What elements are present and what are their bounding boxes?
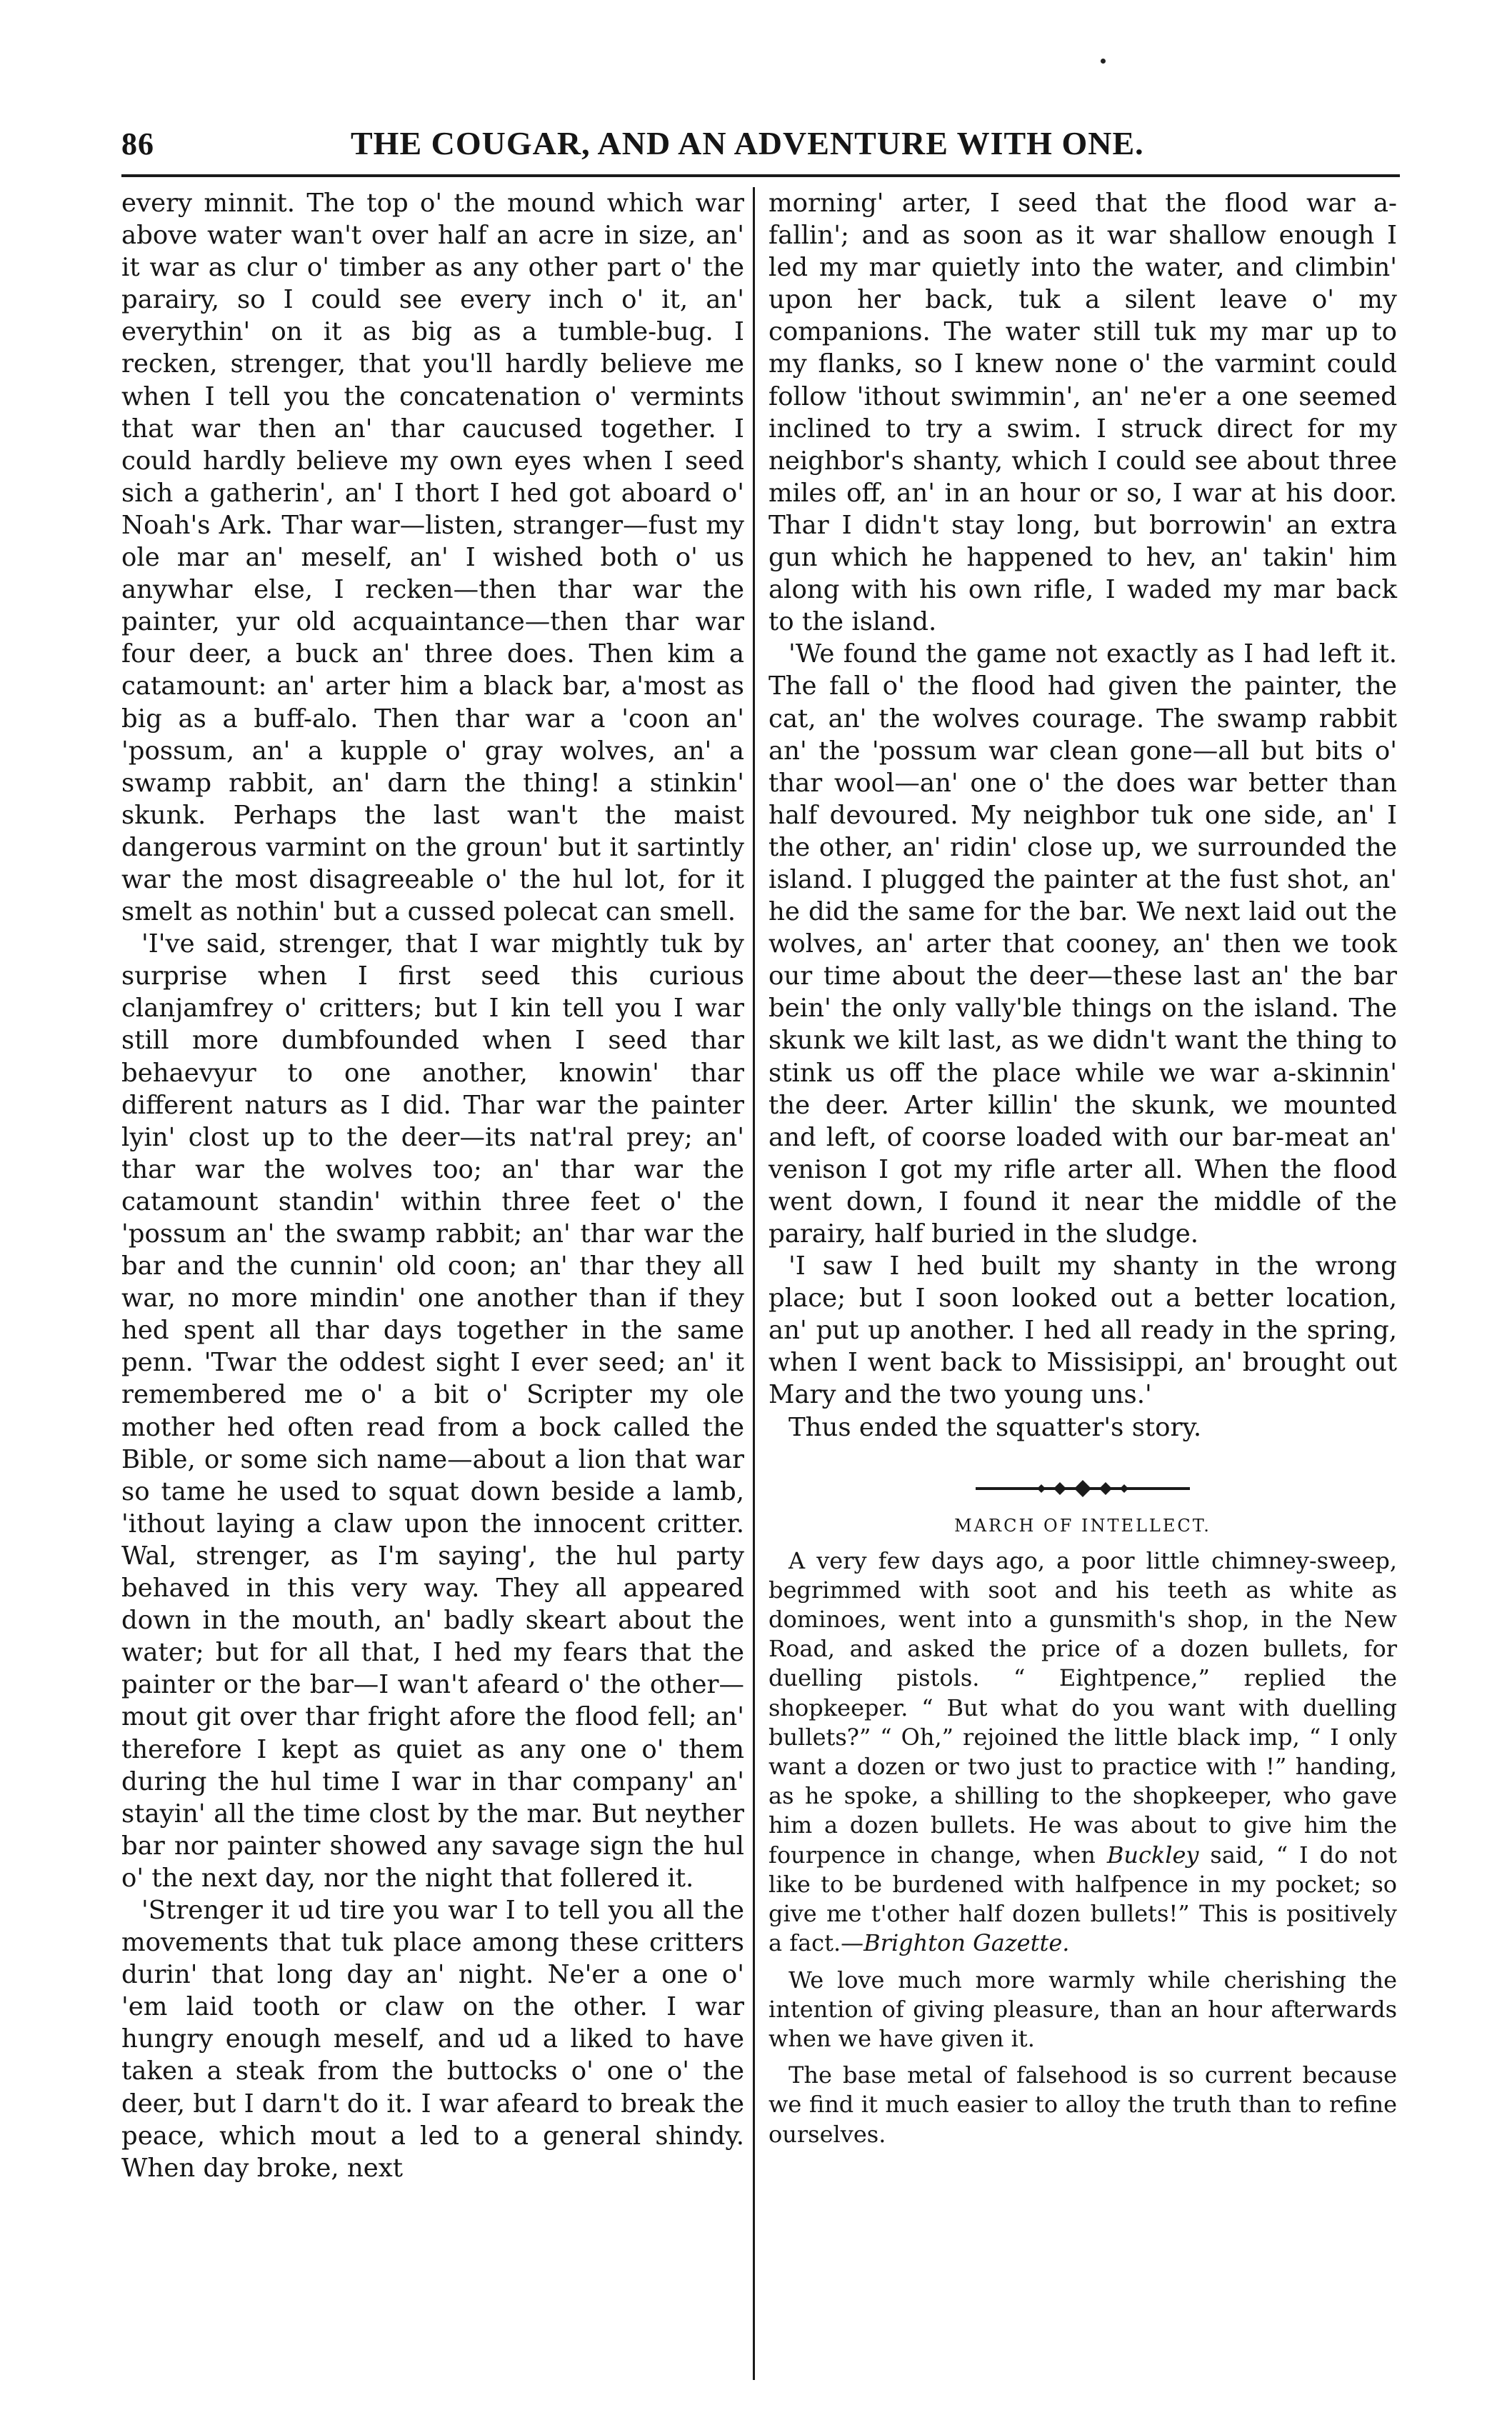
running-title: THE COUGAR, AND AN ADVENTURE WITH ONE.: [351, 125, 1144, 161]
article-source: Brighton Gazette.: [863, 1929, 1070, 1957]
story-paragraph: morning' arter, I seed that the flood war a-fallin'; and as soon as it war shallow enough I led my mar quietly into the water, and climbin' upon her back, tuk a silent leave o' my companions. The water still tuk my mar up to my flanks, so I knew none o' the varmint could follow 'ithout swimmin', an' ne'er a one seemed inclined to try a swim. I struck direct for my neighbor's shanty, which I could see about three miles off, an' in an hour or so, I war at his door. Thar I didn't stay long, but borrowin' an extra gun which he happened to hev, an' takin' him along with his own rifle, I waded my mar back to the island.: [768, 189, 1397, 637]
left-column: [121, 187, 744, 2184]
article-name: Buckley: [1106, 1841, 1199, 1869]
story-paragraph: 'Strenger it ud tire you war I to tell you all the movements that tuk place among these critters durin' that long day an' night. Ne'er a one o' 'em laid tooth or claw on the other. I war hungry enough meself, and ud a liked to have taken a steak from the buttocks o' one o' the deer, but I darn't do it. I war afeard to break the peace, which mout a led to a general shindy. When day broke, next: [121, 1895, 744, 2183]
right-column: [768, 187, 1397, 2149]
column-divider: [753, 187, 755, 2380]
article-paragraph: [768, 1546, 1397, 1959]
print-speck: [1101, 59, 1106, 64]
maxim-paragraph: The base metal of falsehood is so current because we find it much easier to alloy the truth than to refine ourselves.: [768, 2061, 1397, 2148]
article-text: said, “ I do not like to be burdened with halfpence in my pocket; so give me t'other half dozen bullets!” This is positively a fact.—: [768, 1841, 1398, 1957]
story-paragraph: 'I've said, strenger, that I war mightly tuk by surprise when I first seed this curious clanjamfrey o' critters; but I kin tell you I war still more dumbfounded when I seed thar behaevyur to one another, knowin' thar different naturs as I did. Thar war the painter lyin' clost up to the deer—its nat'ral prey; an' thar war the wolves too; an' thar war the catamount standin' within three feet o' the 'possum an' the swamp rabbit; an' thar war the bar and the cunnin' old coon; an' thar they all war, no more mindin' one another than if they hed spent all thar days together in the same penn. 'Twar the oddest sight I ever seed; an' it remembered me o' a bit o' Scripter my ole mother hed often read from a bock called the Bible, or some sich name—about a lion that war so tame he used to squat down beside a lamb, 'ithout laying a claw upon the innocent critter. Wal, strenger, as I'm saying', the hul party behaved in this very way. They all appeared down in the mouth, an' badly skeart about the water; but for all that, I hed my fears that the painter or the bar—I wan't afeard o' the other—mout git over thar fright afore the flood fell; an' therefore I kept as quiet as any one o' them during the hul time I war in thar company' an' stayin' all the time clost by the mar. But neyther bar nor painter showed any savage sign the hul o' the next day, nor the night that follered it.: [121, 929, 744, 1893]
maxim-paragraph: We love much more warmly while cherishing the intention of giving pleasure, than an hour afterwards when we have given it.: [768, 1966, 1397, 2052]
ornament-rule-icon: [976, 1478, 1190, 1499]
header-rule: [121, 174, 1400, 177]
page-number: 86: [121, 126, 154, 161]
section-ornament: [768, 1471, 1397, 1511]
story-paragraph: every minnit. The top o' the mound which war above water wan't over half an acre in size, an' it war as clur o' timber as any other part o' the parairy, so I could see every inch o' it, an' everythin' on it as big as a tumble-bug. I recken, strenger, that you'll hardly believe me when I tell you the concatenation o' vermints that war then an' thar caucused together. I could hardly believe my own eyes when I seed sich a gatherin', an' I thort I hed got aboard o' Noah's Ark. Thar war—listen, stranger—fust my ole mar an' meself, an' I wished both o' us anywhar else, I recken—then thar war the painter, yur old acquaintance—then thar war four deer, a buck an' three does. Then kim a catamount: an' arter him a black bar, a'most as big as a buff-alo. Then thar war a 'coon an' 'possum, an' a kupple o' gray wolves, an' a swamp rabbit, an' darn the thing! a stinkin' skunk. Perhaps the last wan't the maist dangerous varmint on the groun' but it sartintly war the most disagreeable o' the hul lot, for it smelt as nothin' but a cussed polecat can smell.: [121, 189, 744, 927]
march-of-intellect-article: [768, 1546, 1397, 2149]
story-paragraph: 'I saw I hed built my shanty in the wrong place; but I soon looked out a better location, an' put up another. I hed all ready in the spring, when I went back to Missisippi, an' brought out Mary and the two young uns.': [768, 1251, 1397, 1410]
story-ending: Thus ended the squatter's story.: [788, 1412, 1202, 1442]
article-text: A very few days ago, a poor little chimney-sweep, begrimmed with soot and his teeth as white as dominoes, went into a gunsmith's shop, in the New Road, and asked the price of a dozen bullets, for duelling pistols. “ Eightpence,” replied the shopkeeper. “ But what do you want with duelling bullets?” “ Oh,” rejoined the little black imp, “ I only want a dozen or two just to practice with !” handing, as he spoke, a shilling to the shopkeeper, who gave him a dozen bullets. He was about to give him the fourpence in change, when: [768, 1546, 1397, 1869]
story-paragraph: 'We found the game not exactly as I had left it. The fall o' the flood had given the painter, the cat, an' the wolves courage. The swamp rabbit an' the 'possum war clean gone—all but bits o' thar wool—an' one o' the does war better than half devoured. My neighbor tuk one side, an' I the other, an' ridin' close up, we surrounded the island. I plugged the painter at the fust shot, an' he did the same for the bar. We next laid out the wolves, an' arter that cooney, an' then we took our time about the deer—these last an' the bar bein' the only vally'ble things on the island. The skunk we kilt last, as we didn't want the thing to stink us off the place while we war a-skinnin' the deer. Arter killin' the skunk, we mounted and left, of coorse loaded with our bar-meat an' venison I got my rifle arter all. When the flood went down, I found it near the middle of the parairy, half buried in the sludge.: [768, 639, 1397, 1249]
page-header: [121, 119, 1393, 169]
section-heading: MARCH OF INTELLECT.: [954, 1515, 1211, 1536]
